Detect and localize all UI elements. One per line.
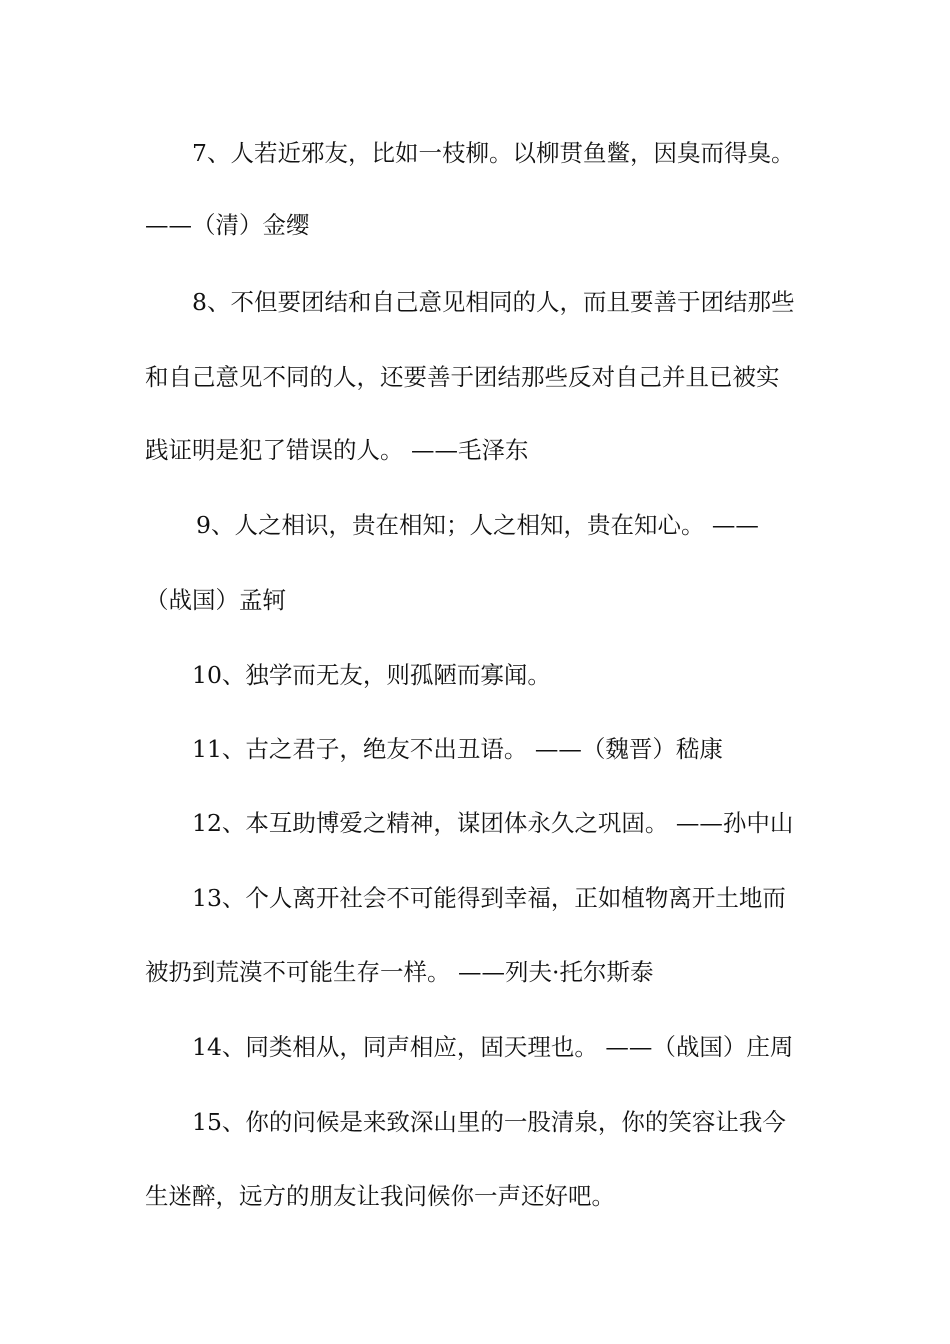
quote-15-line-1: 15、你的问候是来致深山里的一股清泉，你的笑容让我今 [192,1108,786,1136]
quote-7-author: ——（清）金缨 [145,211,310,239]
quote-13-line-1: 13、个人离开社会不可能得到幸福，正如植物离开土地而 [192,884,786,912]
quote-10: 10、独学而无友，则孤陋而寡闻。 [192,661,551,689]
quote-12: 12、本互助博爱之精神，谋团体永久之巩固。 ——孙中山 [192,809,794,837]
quote-9-author: （战国）孟轲 [145,586,286,614]
quote-15-line-2: 生迷醉，远方的朋友让我问候你一声还好吧。 [145,1182,615,1210]
quote-9-line-1: 9、人之相识，贵在相知；人之相知，贵在知心。 —— [196,511,759,539]
quote-8-line-3: 践证明是犯了错误的人。 ——毛泽东 [145,436,529,464]
quote-7-line-1: 7、人若近邪友，比如一枝柳。以柳贯鱼鳖，因臭而得臭。 [192,139,795,167]
quote-8-line-1: 8、不但要团结和自己意见相同的人，而且要善于团结那些 [192,288,795,316]
quote-13-line-2: 被扔到荒漠不可能生存一样。 ——列夫·托尔斯泰 [145,958,654,986]
quote-8-line-2: 和自己意见不同的人，还要善于团结那些反对自己并且已被实 [145,363,780,391]
quote-11: 11、古之君子，绝友不出丑语。 ——（魏晋）嵇康 [192,735,723,763]
quote-14: 14、同类相从，同声相应，固天理也。 ——（战国）庄周 [192,1033,794,1061]
